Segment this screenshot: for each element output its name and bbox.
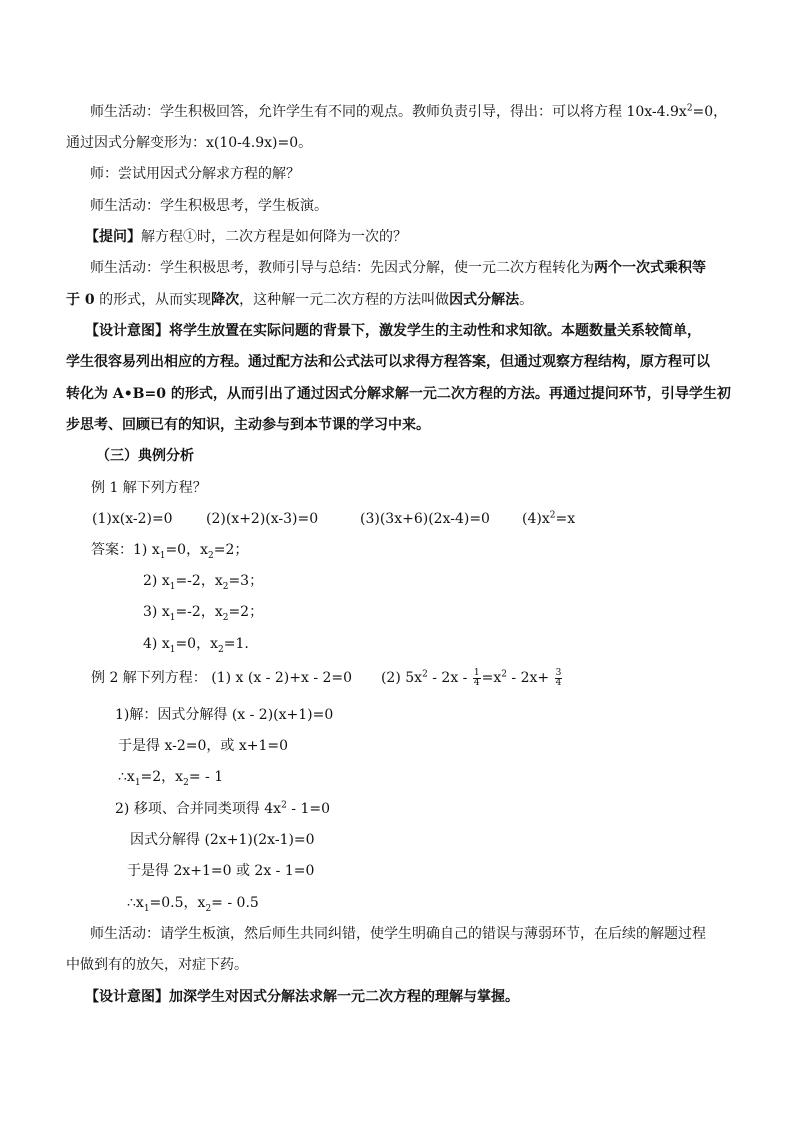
p5b-line: 于 0 的形式，从而实现降次，这种解一元二次方程的方法叫做因式分解法。 — [66, 292, 534, 308]
p2-line: 师：尝试用因式分解求方程的解？ — [90, 166, 300, 182]
answer-4: 4) $x_1=0$，$x_2=1$. — [143, 636, 249, 655]
design1-line2: 学生很容易列出相应的方程。通过配方法和公式法可以求得方程答案，但通过观察方程结构，原方程可以 — [66, 354, 710, 370]
design2-line: 【设计意图】加深学生对因式分解法求解一元二次方程的理解与掌握。 — [85, 989, 519, 1005]
ex2-title-line: 例 2 解下列方程： (1) x (x - 2)+x - 2=0 (2) $5x^2 - 2x$ - $\frac{1}{4}$ $=x^2 - 2x+$ $\frac{3}{4}$ — [91, 667, 562, 688]
ex2-step-2: 于是得 x-2=0，或 x+1=0 — [118, 738, 288, 754]
ex1-item-4: $(4)x^2=x$ — [522, 510, 576, 527]
ex2-eq2: (2) $5x^2 - 2x$ - $\frac{1}{4}$ $=x^2 - 2x+$ $\frac{3}{4}$ — [380, 667, 562, 688]
design1-line1: 【设计意图】将学生放置在实际问题的背景下，激发学生的主动性和求知欲。本题数量关系较简单， — [85, 323, 701, 339]
p1-line: 师生活动：学生积极回答，允许学生有不同的观点。教师负责引导，得出：可以将方程 $10x-4.9x^2=0$， — [90, 103, 728, 120]
ex2-step-1: 1)解：因式分解得 (x - 2)(x+1)=0 — [115, 707, 334, 723]
fraction-one-quarter: $\frac{1}{4}$ — [473, 667, 480, 688]
ex2-step-6: 于是得 2x+1=0 或 2x - 1=0 — [127, 863, 315, 879]
design1-line3: 转化为 A•B=0 的形式，从而引出了通过因式分解求解一元二次方程的方法。再通过提问环节，引导学生初 — [66, 386, 731, 402]
ex2-step-7: $\therefore x_1=0.5$，$x_2= - 0.5$ — [127, 895, 259, 914]
answer-1: 答案：1) $x_1=0$，$x_2=2$； — [91, 542, 249, 561]
p5a-line: 师生活动：学生积极思考，教师引导与总结：先因式分解，使一元二次方程转化为两个一次式乘积等 — [90, 260, 706, 276]
design1-line4: 步思考、回顾已有的知识，主动参与到本节课的学习中来。 — [66, 417, 430, 433]
p1b-line: 通过因式分解变形为：x(10-4.9x)=0。 — [66, 135, 313, 151]
ex1-item-2: (2)(x+2)(x-3)=0 — [206, 511, 319, 527]
ex2-eq1: (1) x (x - 2)+x - 2=0 — [211, 670, 353, 686]
ex2-step-5: 因式分解得 (2x+1)(2x-1)=0 — [130, 832, 315, 848]
answer-2: 2) $x_1=-2$，$x_2=3$； — [143, 573, 264, 592]
p3-line: 师生活动：学生积极思考，学生板演。 — [90, 198, 328, 214]
ex2-step-3: $\therefore x_1=2$，$x_2= - 1$ — [118, 769, 224, 788]
section-heading: （三）典例分析 — [96, 448, 194, 464]
p6a-line: 师生活动：请学生板演，然后师生共同纠错，使学生明确自己的错误与薄弱环节，在后续的解题过程 — [90, 926, 706, 942]
p6b-line: 中做到有的放矢，对症下药。 — [66, 957, 248, 973]
ex1-item-1: (1)x(x-2)=0 — [92, 511, 173, 527]
p4-line: 【提问】解方程①时，二次方程是如何降为一次的？ — [85, 229, 407, 245]
ex2-step-4: 2) 移项、合并同类项得 $4x^2 - 1=0$ — [115, 800, 330, 817]
answer-3: 3) $x_1=-2$，$x_2=2$； — [143, 604, 264, 623]
fraction-three-quarters: $\frac{3}{4}$ — [555, 667, 562, 688]
ex1-title: 例 1 解下列方程？ — [91, 480, 207, 496]
ex1-item-3: (3)(3x+6)(2x-4)=0 — [360, 511, 490, 527]
